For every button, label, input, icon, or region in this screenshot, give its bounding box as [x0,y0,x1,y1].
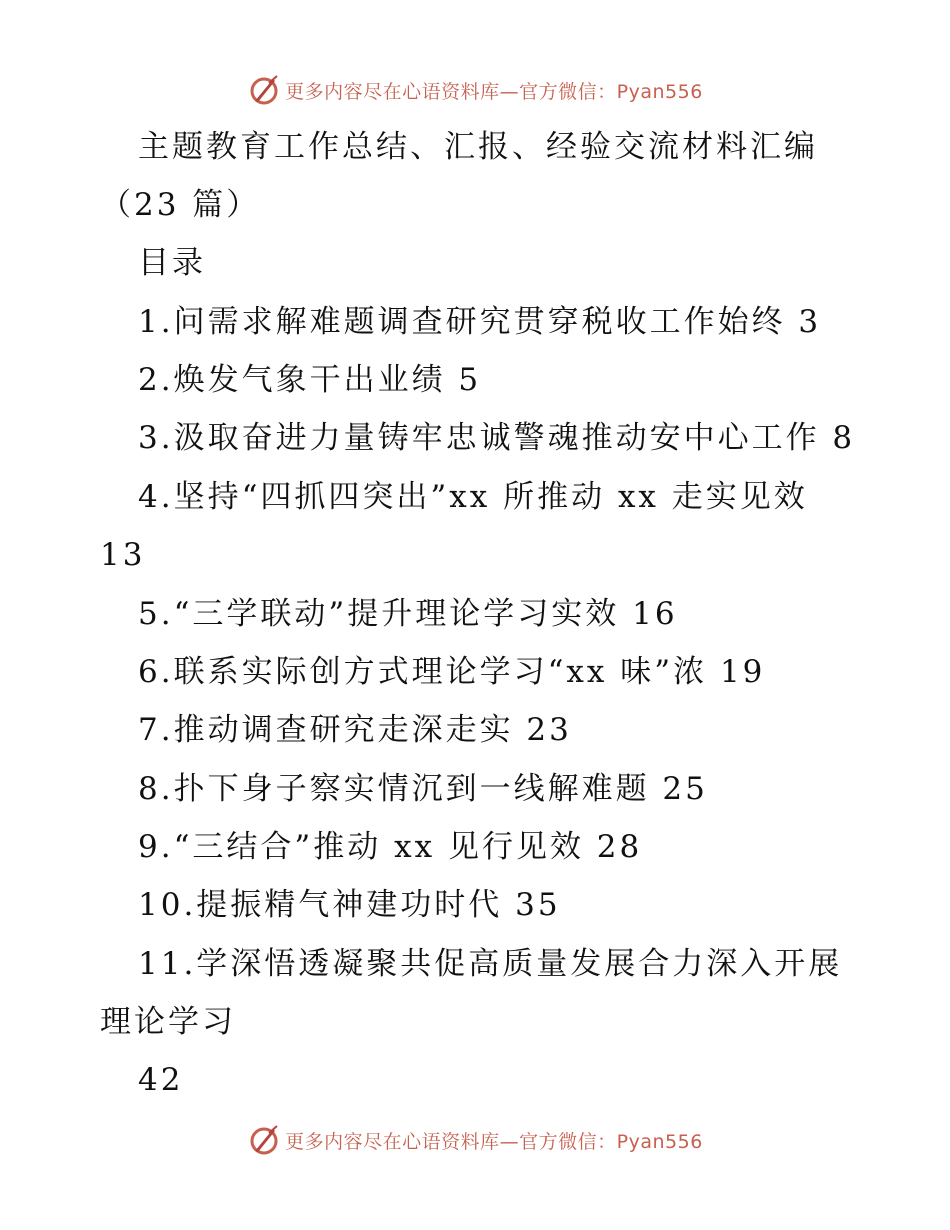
quill-pen-logo-icon [247,1123,281,1157]
toc-entry-page: 42 [138,1062,184,1098]
document-title-count: （23 篇） [100,187,261,223]
header-watermark [0,70,950,110]
toc-entry: 3.汲取奋进力量铸牢忠诚警魂推动安中心工作 8 [138,420,856,456]
toc-entry-continuation: 理论学习 [100,1004,236,1040]
toc-entry-continuation: 13 [100,537,146,573]
watermark-text: 更多内容尽在心语资料库—官方微信：Pyan556 [285,80,703,103]
toc-entry: 11.学深悟透凝聚共促高质量发展合力深入开展 [138,946,843,982]
toc-entry: 6.联系实际创方式理论学习“xx 味”浓 19 [138,654,766,690]
quill-pen-logo-icon [247,73,281,107]
footer-watermark [0,1120,950,1160]
watermark-text: 更多内容尽在心语资料库—官方微信：Pyan556 [285,1130,703,1153]
toc-entry: 5.“三学联动”提升理论学习实效 16 [138,596,678,632]
toc-entry: 2.焕发气象干出业绩 5 [138,362,482,398]
document-title: 主题教育工作总结、汇报、经验交流材料汇编 [138,129,818,165]
toc-heading: 目录 [138,245,206,281]
toc-entry: 9.“三结合”推动 xx 见行见效 28 [138,829,643,865]
toc-entry: 8.扑下身子察实情沉到一线解难题 25 [138,771,708,807]
toc-entry: 1.问需求解难题调查研究贯穿税收工作始终 3 [138,304,822,340]
toc-entry: 7.推动调查研究走深走实 23 [138,712,572,748]
toc-entry: 4.坚持“四抓四突出”xx 所推动 xx 走实见效 [138,479,808,515]
toc-entry: 10.提振精气神建功时代 35 [138,887,561,923]
